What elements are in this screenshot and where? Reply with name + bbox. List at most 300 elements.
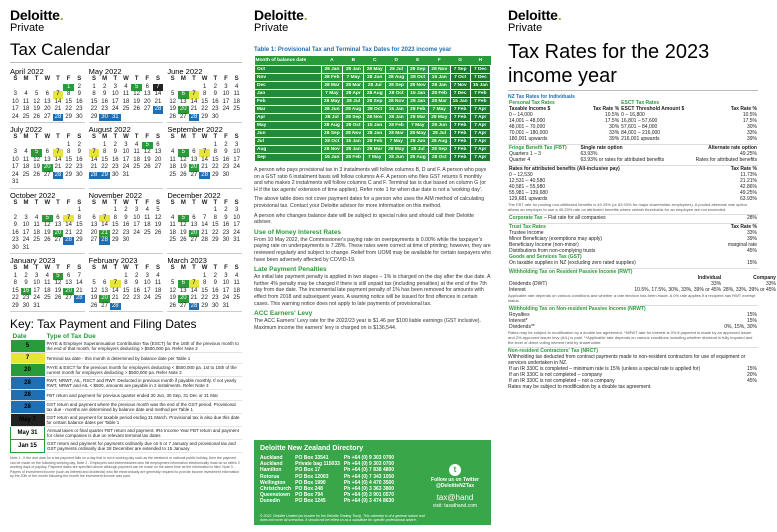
- calendar-day[interactable]: 9: [24, 280, 28, 287]
- calendar-day[interactable]: 29: [111, 237, 119, 244]
- calendar-day[interactable]: 6: [178, 91, 189, 99]
- calendar-day[interactable]: 21: [190, 295, 198, 302]
- calendar-day[interactable]: 15: [65, 98, 72, 105]
- calendar-day[interactable]: 29: [211, 171, 219, 178]
- calendar-day[interactable]: 24: [11, 171, 19, 178]
- calendar-day[interactable]: 22: [211, 164, 219, 171]
- calendar-day[interactable]: 9: [77, 91, 81, 98]
- calendar-day[interactable]: 12: [154, 214, 162, 221]
- calendar-day[interactable]: 30: [222, 237, 230, 244]
- calendar-day[interactable]: 5: [53, 273, 64, 281]
- calendar-day[interactable]: 24: [111, 106, 119, 113]
- calendar-day[interactable]: 23: [222, 164, 230, 171]
- calendar-day[interactable]: 27: [65, 295, 72, 302]
- calendar-day[interactable]: 15: [201, 287, 208, 294]
- calendar-day[interactable]: 19: [179, 229, 187, 236]
- calendar-day[interactable]: 19: [133, 98, 140, 105]
- calendar-day[interactable]: 6: [192, 214, 196, 221]
- calendar-day[interactable]: 18: [143, 222, 151, 229]
- calendar-day[interactable]: 12: [54, 280, 62, 287]
- calendar-day[interactable]: 15: [201, 98, 208, 105]
- calendar-day[interactable]: 28: [153, 106, 164, 114]
- taxhand-link[interactable]: visit: taxathand.com: [432, 503, 478, 510]
- calendar-day[interactable]: 2: [213, 272, 217, 279]
- calendar-day[interactable]: 8: [113, 214, 117, 221]
- calendar-day[interactable]: 7: [89, 149, 100, 157]
- calendar-day[interactable]: 27: [190, 171, 198, 178]
- calendar-day[interactable]: 6: [145, 83, 149, 90]
- calendar-day[interactable]: 3: [234, 207, 239, 214]
- calendar-day[interactable]: 9: [124, 214, 128, 221]
- calendar-day[interactable]: 6: [56, 214, 60, 221]
- calendar-day[interactable]: 15: [90, 98, 98, 105]
- calendar-day[interactable]: 7: [53, 91, 64, 99]
- calendar-day[interactable]: 16: [75, 98, 83, 105]
- calendar-day[interactable]: 2: [77, 141, 81, 148]
- calendar-day[interactable]: 3: [224, 272, 228, 279]
- calendar-day[interactable]: 13: [179, 98, 187, 105]
- calendar-day[interactable]: 6: [45, 149, 49, 156]
- calendar-day[interactable]: 18: [122, 98, 130, 105]
- calendar-day[interactable]: 25: [22, 113, 30, 120]
- calendar-day[interactable]: 24: [222, 106, 230, 113]
- calendar-day[interactable]: 21: [201, 164, 208, 171]
- calendar-day[interactable]: 8: [66, 91, 71, 98]
- calendar-day[interactable]: 21: [101, 229, 108, 236]
- calendar-day[interactable]: 13: [43, 98, 51, 105]
- calendar-day[interactable]: 8: [102, 149, 107, 156]
- calendar-day[interactable]: 10: [143, 280, 151, 287]
- calendar-day[interactable]: 8: [213, 214, 217, 221]
- calendar-day[interactable]: 26: [33, 113, 40, 120]
- calendar-day[interactable]: 16: [75, 156, 83, 163]
- calendar-day[interactable]: 2: [134, 272, 139, 279]
- calendar-day[interactable]: 22: [65, 164, 72, 171]
- calendar-day[interactable]: 1: [102, 141, 107, 148]
- calendar-day[interactable]: 22: [11, 295, 19, 302]
- calendar-day[interactable]: 3: [24, 214, 28, 221]
- calendar-day[interactable]: 5: [178, 215, 189, 223]
- calendar-day[interactable]: 19: [179, 164, 187, 171]
- calendar-day[interactable]: 14: [201, 222, 208, 229]
- calendar-day[interactable]: 6: [178, 280, 189, 288]
- calendar-day[interactable]: 9: [224, 214, 228, 221]
- calendar-day[interactable]: 12: [90, 287, 98, 294]
- calendar-day[interactable]: 3: [113, 83, 117, 90]
- calendar-day[interactable]: 16: [11, 229, 19, 236]
- calendar-day[interactable]: 29: [211, 237, 219, 244]
- calendar-day[interactable]: 9: [213, 91, 217, 98]
- calendar-day[interactable]: 10: [233, 214, 240, 221]
- calendar-day[interactable]: 20: [190, 164, 198, 171]
- calendar-day[interactable]: 4: [234, 272, 239, 279]
- calendar-day[interactable]: 1: [202, 272, 207, 279]
- calendar-day[interactable]: 19: [143, 156, 151, 163]
- calendar-day[interactable]: 16: [101, 98, 108, 105]
- calendar-day[interactable]: 5: [170, 91, 175, 98]
- calendar-day[interactable]: 28: [74, 295, 85, 303]
- calendar-day[interactable]: 10: [233, 149, 240, 156]
- calendar-day[interactable]: 3: [13, 91, 17, 98]
- calendar-day[interactable]: 7: [202, 214, 207, 221]
- calendar-day[interactable]: 25: [43, 295, 51, 302]
- calendar-day[interactable]: 7: [110, 280, 121, 288]
- calendar-day[interactable]: 9: [102, 91, 107, 98]
- calendar-day[interactable]: 7: [189, 91, 200, 99]
- calendar-day[interactable]: 25: [122, 106, 130, 113]
- calendar-day[interactable]: 13: [65, 280, 72, 287]
- calendar-day[interactable]: 5: [92, 280, 96, 287]
- calendar-day[interactable]: 20: [65, 287, 72, 294]
- calendar-day[interactable]: 6: [192, 149, 196, 156]
- calendar-day[interactable]: 3: [145, 272, 149, 279]
- calendar-day[interactable]: 23: [22, 295, 30, 302]
- calendar-day[interactable]: 24: [22, 237, 30, 244]
- calendar-day[interactable]: 27: [90, 237, 98, 244]
- calendar-day[interactable]: 18: [233, 98, 240, 105]
- calendar-day[interactable]: 13: [101, 287, 108, 294]
- calendar-day[interactable]: 14: [154, 91, 162, 98]
- calendar-day[interactable]: 25: [22, 171, 30, 178]
- calendar-day[interactable]: 15: [75, 222, 83, 229]
- calendar-day[interactable]: 6: [45, 91, 49, 98]
- calendar-day[interactable]: 8: [77, 214, 81, 221]
- calendar-day[interactable]: 8: [213, 149, 217, 156]
- calendar-day[interactable]: 31: [233, 237, 240, 244]
- calendar-day[interactable]: 26: [54, 295, 62, 302]
- calendar-day[interactable]: 25: [233, 295, 240, 302]
- calendar-day[interactable]: 14: [201, 156, 208, 163]
- calendar-day[interactable]: 14: [54, 98, 62, 105]
- calendar-day[interactable]: 22: [201, 106, 208, 113]
- calendar-day[interactable]: 4: [24, 91, 28, 98]
- calendar-day[interactable]: 25: [33, 237, 40, 244]
- calendar-day[interactable]: 15: [211, 222, 219, 229]
- calendar-day[interactable]: 19: [33, 164, 40, 171]
- calendar-day[interactable]: 21: [201, 229, 208, 236]
- calendar-day[interactable]: 17: [222, 287, 230, 294]
- calendar-day[interactable]: 24: [133, 229, 140, 236]
- calendar-day[interactable]: 17: [11, 164, 19, 171]
- calendar-day[interactable]: 30: [22, 302, 30, 309]
- calendar-day[interactable]: 28: [201, 171, 208, 178]
- calendar-day[interactable]: 1: [77, 207, 81, 214]
- calendar-day[interactable]: 27: [154, 164, 162, 171]
- calendar-day[interactable]: 30: [211, 113, 219, 120]
- calendar-day[interactable]: 11: [122, 91, 130, 98]
- calendar-day[interactable]: 31: [111, 113, 119, 120]
- calendar-day[interactable]: 10: [11, 156, 19, 163]
- calendar-day[interactable]: 31: [22, 244, 30, 251]
- calendar-day[interactable]: 1: [202, 83, 207, 90]
- calendar-day[interactable]: 22: [201, 295, 208, 302]
- calendar-day[interactable]: 23: [133, 295, 140, 302]
- calendar-day[interactable]: 12: [169, 287, 176, 294]
- calendar-day[interactable]: 3: [234, 141, 239, 148]
- calendar-day[interactable]: 19: [90, 295, 98, 302]
- calendar-day[interactable]: 18: [22, 164, 30, 171]
- calendar-day[interactable]: 25: [154, 295, 162, 302]
- calendar-day[interactable]: 6: [156, 141, 160, 148]
- calendar-day[interactable]: 29: [201, 113, 208, 120]
- calendar-day[interactable]: 28: [90, 171, 98, 178]
- calendar-day[interactable]: 16: [133, 287, 140, 294]
- calendar-day[interactable]: 27: [179, 302, 187, 309]
- calendar-day[interactable]: 7: [53, 149, 64, 157]
- calendar-day[interactable]: 8: [124, 280, 128, 287]
- calendar-day[interactable]: 22: [211, 229, 219, 236]
- calendar-day[interactable]: 17: [233, 156, 240, 163]
- calendar-day[interactable]: 27: [179, 113, 187, 120]
- calendar-day[interactable]: 29: [101, 171, 108, 178]
- calendar-day[interactable]: 28: [190, 113, 198, 120]
- calendar-day[interactable]: 11: [154, 280, 162, 287]
- calendar-day[interactable]: 20: [101, 295, 108, 302]
- calendar-day[interactable]: 14: [90, 156, 98, 163]
- calendar-day[interactable]: 29: [201, 302, 208, 309]
- calendar-day[interactable]: 14: [101, 222, 108, 229]
- calendar-day[interactable]: 20: [43, 164, 51, 171]
- calendar-day[interactable]: 21: [90, 164, 98, 171]
- calendar-day[interactable]: 18: [154, 287, 162, 294]
- calendar-day[interactable]: 19: [33, 106, 40, 113]
- calendar-day[interactable]: 15: [101, 156, 108, 163]
- calendar-day[interactable]: 26: [133, 106, 140, 113]
- calendar-day[interactable]: 13: [154, 149, 162, 156]
- calendar-day[interactable]: 18: [43, 287, 51, 294]
- calendar-day[interactable]: 3: [224, 83, 228, 90]
- calendar-day[interactable]: 24: [143, 295, 151, 302]
- calendar-day[interactable]: 8: [66, 149, 71, 156]
- calendar-day[interactable]: 18: [22, 106, 30, 113]
- calendar-day[interactable]: 12: [169, 98, 176, 105]
- calendar-day[interactable]: 2: [24, 272, 28, 279]
- calendar-day[interactable]: 22: [75, 229, 83, 236]
- calendar-day[interactable]: 29: [90, 113, 98, 120]
- calendar-day[interactable]: 4: [156, 272, 160, 279]
- calendar-day[interactable]: 10: [133, 214, 140, 221]
- calendar-day[interactable]: 16: [211, 287, 219, 294]
- calendar-day[interactable]: 25: [133, 164, 140, 171]
- calendar-day[interactable]: 17: [22, 229, 30, 236]
- calendar-day[interactable]: 23: [75, 164, 83, 171]
- calendar-day[interactable]: 3: [34, 272, 39, 279]
- calendar-day[interactable]: 31: [11, 179, 19, 186]
- calendar-day[interactable]: 22: [65, 106, 72, 113]
- calendar-day[interactable]: 23: [211, 295, 219, 302]
- calendar-day[interactable]: 21: [65, 229, 72, 236]
- calendar-day[interactable]: 11: [169, 222, 176, 229]
- calendar-day[interactable]: 2: [213, 83, 217, 90]
- twitter-icon[interactable]: t: [449, 464, 461, 476]
- calendar-day[interactable]: 28: [201, 237, 208, 244]
- calendar-day[interactable]: 10: [222, 280, 230, 287]
- calendar-day[interactable]: 23: [211, 106, 219, 113]
- calendar-day[interactable]: 23: [11, 237, 19, 244]
- calendar-day[interactable]: 12: [43, 222, 51, 229]
- calendar-day[interactable]: 5: [156, 207, 160, 214]
- calendar-day[interactable]: 26: [90, 302, 98, 309]
- calendar-day[interactable]: 15: [111, 222, 119, 229]
- calendar-day[interactable]: 26: [43, 237, 51, 244]
- calendar-day[interactable]: 17: [222, 98, 230, 105]
- calendar-day[interactable]: 5: [131, 84, 142, 92]
- calendar-day[interactable]: 7: [153, 84, 164, 92]
- calendar-day[interactable]: 4: [45, 272, 49, 279]
- calendar-day[interactable]: 18: [33, 229, 40, 236]
- calendar-day[interactable]: 5: [170, 280, 175, 287]
- calendar-day[interactable]: 19: [169, 295, 176, 302]
- calendar-day[interactable]: 25: [169, 171, 176, 178]
- calendar-day[interactable]: 11: [22, 98, 30, 105]
- calendar-day[interactable]: 20: [43, 106, 51, 113]
- calendar-day[interactable]: 11: [233, 91, 240, 98]
- calendar-day[interactable]: 28: [101, 237, 108, 244]
- calendar-day[interactable]: 28: [54, 113, 62, 120]
- calendar-day[interactable]: 9: [113, 149, 117, 156]
- calendar-day[interactable]: 7: [99, 215, 110, 223]
- calendar-day[interactable]: 8: [13, 280, 17, 287]
- calendar-day[interactable]: 12: [33, 156, 40, 163]
- calendar-day[interactable]: 16: [222, 222, 230, 229]
- calendar-day[interactable]: 13: [143, 91, 151, 98]
- calendar-day[interactable]: 1: [213, 141, 217, 148]
- calendar-day[interactable]: 16: [22, 287, 30, 294]
- calendar-day[interactable]: 26: [179, 171, 187, 178]
- calendar-day[interactable]: 30: [211, 302, 219, 309]
- calendar-day[interactable]: 2: [13, 214, 17, 221]
- calendar-day[interactable]: 30: [75, 113, 83, 120]
- calendar-day[interactable]: 7: [77, 272, 81, 279]
- calendar-day[interactable]: 31: [33, 302, 40, 309]
- calendar-day[interactable]: 22: [111, 229, 119, 236]
- calendar-day[interactable]: 20: [90, 229, 98, 236]
- calendar-day[interactable]: 24: [11, 113, 19, 120]
- calendar-day[interactable]: 16: [111, 156, 119, 163]
- calendar-day[interactable]: 1: [124, 272, 128, 279]
- calendar-day[interactable]: 1: [66, 141, 71, 148]
- calendar-day[interactable]: 31: [122, 171, 130, 178]
- calendar-day[interactable]: 19: [54, 287, 62, 294]
- calendar-day[interactable]: 5: [178, 149, 189, 157]
- calendar-day[interactable]: 5: [142, 142, 153, 150]
- calendar-day[interactable]: 22: [90, 106, 98, 113]
- calendar-day[interactable]: 17: [33, 287, 40, 294]
- calendar-day[interactable]: 4: [170, 214, 175, 221]
- calendar-day[interactable]: 8: [202, 280, 207, 287]
- calendar-day[interactable]: 27: [190, 237, 198, 244]
- calendar-day[interactable]: 13: [54, 222, 62, 229]
- calendar-day[interactable]: 2: [77, 83, 81, 90]
- calendar-day[interactable]: 22: [122, 295, 130, 302]
- calendar-day[interactable]: 17: [233, 222, 240, 229]
- calendar-day[interactable]: 18: [233, 287, 240, 294]
- calendar-day[interactable]: 28: [190, 302, 198, 309]
- calendar-day[interactable]: 24: [33, 295, 40, 302]
- calendar-day[interactable]: 25: [233, 106, 240, 113]
- calendar-day[interactable]: 15: [11, 287, 19, 294]
- calendar-day[interactable]: 5: [31, 149, 42, 157]
- calendar-day[interactable]: 20: [143, 98, 151, 105]
- calendar-day[interactable]: 9: [213, 280, 217, 287]
- calendar-day[interactable]: 12: [133, 91, 140, 98]
- calendar-day[interactable]: 2: [224, 141, 228, 148]
- calendar-day[interactable]: 26: [169, 113, 176, 120]
- calendar-day[interactable]: 12: [143, 149, 151, 156]
- calendar-day[interactable]: 21: [190, 106, 198, 113]
- calendar-day[interactable]: 3: [13, 149, 17, 156]
- calendar-day[interactable]: 24: [233, 164, 240, 171]
- calendar-day[interactable]: 11: [22, 156, 30, 163]
- calendar-day[interactable]: 30: [111, 171, 119, 178]
- calendar-day[interactable]: 29: [65, 113, 72, 120]
- calendar-day[interactable]: 25: [169, 237, 176, 244]
- calendar-day[interactable]: 22: [101, 164, 108, 171]
- calendar-day[interactable]: 13: [90, 222, 98, 229]
- calendar-day[interactable]: 17: [143, 287, 151, 294]
- calendar-day[interactable]: 30: [122, 237, 130, 244]
- calendar-day[interactable]: 24: [233, 229, 240, 236]
- calendar-day[interactable]: 2: [224, 207, 228, 214]
- calendar-day[interactable]: 19: [169, 106, 176, 113]
- calendar-day[interactable]: 18: [169, 229, 176, 236]
- calendar-day[interactable]: 31: [222, 302, 230, 309]
- calendar-day[interactable]: 2: [102, 83, 107, 90]
- twitter-link[interactable]: Follow us on Twitter @DeloitteNZTax: [431, 477, 479, 490]
- calendar-day[interactable]: 15: [65, 156, 72, 163]
- calendar-day[interactable]: 19: [43, 229, 51, 236]
- calendar-day[interactable]: 20: [154, 156, 162, 163]
- calendar-day[interactable]: 4: [124, 83, 128, 90]
- calendar-day[interactable]: 26: [143, 164, 151, 171]
- calendar-day[interactable]: 21: [54, 164, 62, 171]
- calendar-day[interactable]: 28: [111, 302, 119, 309]
- calendar-day[interactable]: 14: [65, 222, 72, 229]
- calendar-day[interactable]: 20: [179, 106, 187, 113]
- calendar-day[interactable]: 17: [122, 156, 130, 163]
- calendar-day[interactable]: 8: [202, 91, 207, 98]
- calendar-day[interactable]: 9: [77, 149, 81, 156]
- calendar-day[interactable]: 2: [124, 207, 128, 214]
- calendar-day[interactable]: 16: [211, 98, 219, 105]
- calendar-day[interactable]: 12: [33, 98, 40, 105]
- calendar-day[interactable]: 3: [124, 141, 128, 148]
- calendar-day[interactable]: 17: [111, 98, 119, 105]
- calendar-day[interactable]: 5: [34, 91, 39, 98]
- calendar-day[interactable]: 18: [169, 164, 176, 171]
- calendar-day[interactable]: 27: [143, 106, 151, 113]
- calendar-day[interactable]: 13: [190, 222, 198, 229]
- calendar-day[interactable]: 11: [144, 214, 151, 221]
- calendar-day[interactable]: 4: [134, 141, 139, 148]
- calendar-day[interactable]: 29: [11, 302, 19, 309]
- calendar-day[interactable]: 7: [189, 280, 200, 288]
- calendar-day[interactable]: 4: [234, 83, 239, 90]
- calendar-day[interactable]: 10: [222, 91, 230, 98]
- calendar-day[interactable]: 18: [133, 156, 140, 163]
- calendar-day[interactable]: 16: [222, 156, 230, 163]
- calendar-day[interactable]: 30: [75, 171, 83, 178]
- calendar-day[interactable]: 19: [154, 222, 162, 229]
- calendar-day[interactable]: 1: [13, 272, 17, 279]
- calendar-day[interactable]: 20: [190, 229, 198, 236]
- calendar-day[interactable]: 30: [101, 113, 108, 120]
- calendar-day[interactable]: 27: [43, 113, 51, 120]
- calendar-day[interactable]: 11: [44, 280, 51, 287]
- calendar-day[interactable]: 4: [145, 207, 149, 214]
- calendar-day[interactable]: 11: [33, 222, 40, 229]
- calendar-day[interactable]: 24: [222, 295, 230, 302]
